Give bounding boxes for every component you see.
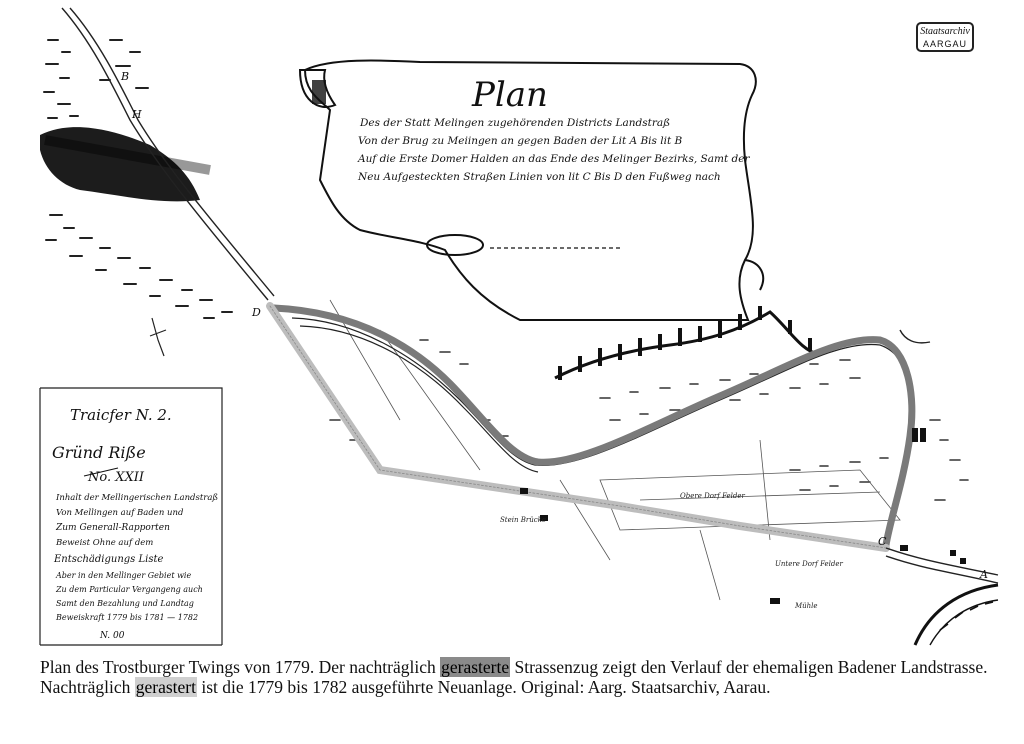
inset-line-8: Samt den Bezahlung und Landtag: [56, 599, 194, 608]
place-label-mill: Mühle: [795, 602, 818, 610]
inset-panel: [40, 388, 222, 645]
inset-line-9: Beweiskraft 1779 bis 1781 — 1782: [56, 613, 199, 622]
caption-part-1: Plan des Trostburger Twings von 1779. Der nachträglich: [40, 657, 441, 677]
inset-line-3: Zum Generall-Rapporten: [56, 523, 170, 533]
place-label-bridge: Stein Brücke: [500, 516, 547, 524]
inset-line-10: N. 00: [100, 631, 125, 641]
round-feature: [915, 585, 998, 645]
title-scroll: [300, 60, 763, 320]
caption-part-2: Strassenzug zeigt den Verlauf der ehemaligen Badener Landstrasse. Nachträglich: [40, 657, 988, 697]
inset-title: Traicfer N. 2.: [70, 406, 172, 424]
map-letter-c: C: [878, 535, 887, 548]
figure-caption: [40, 657, 990, 697]
archive-stamp: [916, 22, 974, 52]
scroll-line-4: Neu Aufgesteckten Straßen Linien von lit C Bis D den Fußweg nach: [358, 171, 721, 183]
stamp-line-1: Staatsarchiv: [920, 26, 970, 37]
caption-part-3: ist die 1779 bis 1782 ausgeführte Neuanlage. Original: Aarg. Staatsarchiv, Aarau.: [197, 677, 771, 697]
north-arrow-symbol: [150, 318, 166, 356]
caption-highlight-dark: gerasterte: [441, 657, 510, 677]
inset-line-7: Zu dem Particular Vergangeng auch: [56, 585, 203, 594]
scroll-line-2: Von der Brug zu Meiingen an gegen Baden der Lit A Bis lit B: [358, 135, 683, 147]
inset-line-1: Inhalt der Mellingerischen Landstraß: [56, 493, 219, 503]
scroll-line-1: Des der Statt Melingen zugehörenden Districts Landstraß: [360, 117, 671, 129]
parcel-lines: [330, 300, 900, 600]
stamp-line-2: AARGAU: [922, 39, 967, 49]
map-letter-d: D: [252, 306, 261, 319]
old-road: [274, 308, 912, 545]
inset-number: No. XXII: [88, 470, 145, 485]
inset-line-6: Aber in den Mellinger Gebiet wie: [56, 571, 192, 580]
inset-line-5: Entschädigungs Liste: [54, 554, 164, 565]
scroll-title: Plan: [472, 75, 548, 115]
forest-area: [40, 127, 210, 201]
place-label-lower-fields: Untere Dorf Felder: [775, 560, 843, 568]
place-label-upper-fields: Obere Dorf Felder: [680, 492, 745, 500]
scroll-line-3: Auf die Erste Domer Halden an das Ende des Melinger Bezirks, Samt der: [358, 153, 750, 165]
new-road: [270, 306, 886, 548]
map-letter-h: H: [132, 108, 142, 121]
inset-heading: Gründ Riße: [52, 443, 146, 462]
inset-line-2: Von Mellingen auf Baden und: [56, 508, 184, 518]
inset-line-4: Beweist Ohne auf dem: [56, 538, 154, 548]
caption-highlight-light: gerastert: [135, 677, 196, 697]
map-letter-b: B: [121, 70, 130, 83]
map-letter-a: A: [980, 568, 988, 581]
